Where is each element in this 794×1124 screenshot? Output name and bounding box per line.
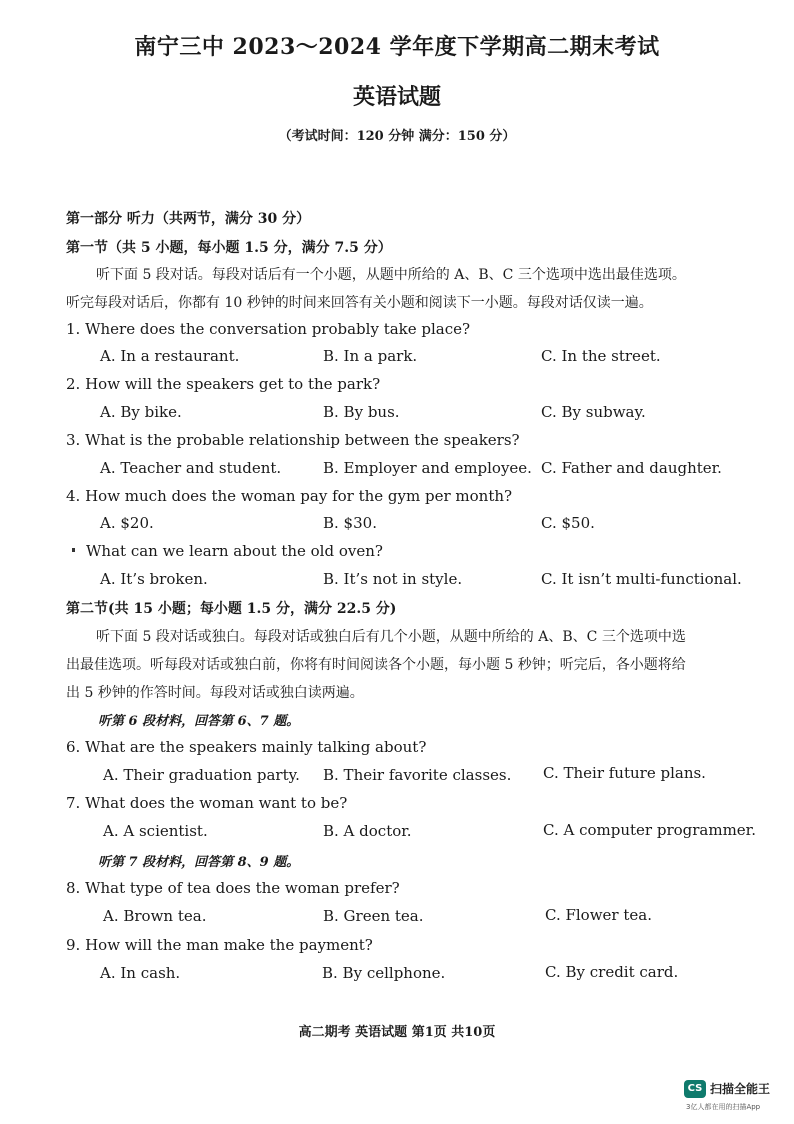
q6-option-c: C. Their future plans.	[543, 764, 706, 782]
q5-option-a: A. It’s broken.	[100, 570, 208, 588]
q4-option-b: B. $30.	[323, 514, 377, 532]
q8-option-c: C. Flower tea.	[545, 906, 652, 924]
section2-instruction-line1: 听下面 5 段对话或独白。每段对话或独白后有几个小题，从题中所给的 A、B、C 三个选项中选	[96, 629, 686, 645]
section2-instruction-line3: 出 5 秒钟的作答时间。每段对话或独白读两遍。	[66, 685, 364, 701]
q9-option-b: B. By cellphone.	[322, 964, 446, 982]
exam-subtitle: 英语试题	[352, 84, 441, 110]
q7-option-c: C. A computer programmer.	[543, 821, 756, 839]
scan-mark	[72, 548, 75, 552]
question-5: What can we learn about the old oven?	[86, 542, 383, 560]
q1-option-a: A. In a restaurant.	[100, 347, 240, 365]
q9-option-c: C. By credit card.	[545, 963, 679, 981]
section1-instruction-line1: 听下面 5 段对话。每段对话后有一个小题，从题中所给的 A、B、C 三个选项中选出最佳选项。	[96, 267, 686, 283]
q7-option-b: B. A doctor.	[323, 822, 412, 840]
q3-option-c: C. Father and daughter.	[541, 459, 722, 477]
exam-title: 南宁三中 2023～2024 学年度下学期高二期末考试	[134, 34, 660, 60]
q4-option-c: C. $50.	[541, 514, 595, 532]
question-3: 3. What is the probable relationship between the speakers?	[66, 431, 520, 449]
exam-info: （考试时间：120 分钟 满分：150 分）	[278, 129, 516, 144]
q1-option-b: B. In a park.	[323, 347, 418, 365]
material-6-note: 听第 6 段材料，回答第 6、7 题。	[98, 714, 300, 729]
q6-option-a: A. Their graduation party.	[103, 766, 300, 784]
q8-option-b: B. Green tea.	[323, 907, 424, 925]
question-4: 4. How much does the woman pay for the gym per month?	[66, 487, 513, 505]
section2-heading: 第二节(共 15 小题；每小题 1.5 分，满分 22.5 分)	[66, 601, 397, 617]
question-8: 8. What type of tea does the woman prefer?	[66, 879, 400, 897]
question-7: 7. What does the woman want to be?	[66, 794, 348, 812]
q9-option-a: A. In cash.	[100, 964, 181, 982]
section2-instruction-line2: 出最佳选项。听每段对话或独白前，你将有时间阅读各个小题，每小题 5 秒钟；听完后，各小题将给	[66, 657, 686, 673]
camscanner-tagline: 3亿人都在用的扫描App	[686, 1103, 761, 1111]
camscanner-logo-icon: CS	[684, 1080, 706, 1098]
section1-instruction-line2: 听完每段对话后，你都有 10 秒钟的时间来回答有关小题和阅读下一小题。每段对话仅读一遍。	[66, 295, 653, 311]
q6-option-b: B. Their favorite classes.	[323, 766, 512, 784]
page-footer: 高二期考 英语试题 第1页 共10页	[298, 1025, 496, 1040]
question-6: 6. What are the speakers mainly talking about?	[66, 738, 427, 756]
q4-option-a: A. $20.	[100, 514, 154, 532]
part-heading: 第一部分 听力（共两节，满分 30 分）	[66, 211, 311, 227]
question-1: 1. Where does the conversation probably take place?	[66, 320, 471, 338]
q8-option-a: A. Brown tea.	[103, 907, 207, 925]
question-2: 2. How will the speakers get to the park?	[66, 375, 381, 393]
question-9: 9. How will the man make the payment?	[66, 936, 373, 954]
q2-option-a: A. By bike.	[100, 403, 182, 421]
q3-option-b: B. Employer and employee.	[323, 459, 532, 477]
q2-option-c: C. By subway.	[541, 403, 646, 421]
camscanner-brand: 扫描全能王	[710, 1082, 771, 1096]
section1-heading: 第一节（共 5 小题，每小题 1.5 分，满分 7.5 分）	[66, 240, 392, 256]
q5-option-b: B. It’s not in style.	[323, 570, 463, 588]
q2-option-b: B. By bus.	[323, 403, 400, 421]
q5-option-c: C. It isn’t multi-functional.	[541, 570, 742, 588]
q1-option-c: C. In the street.	[541, 347, 661, 365]
material-7-note: 听第 7 段材料，回答第 8、9 题。	[98, 855, 300, 870]
q3-option-a: A. Teacher and student.	[100, 459, 282, 477]
q7-option-a: A. A scientist.	[103, 822, 208, 840]
